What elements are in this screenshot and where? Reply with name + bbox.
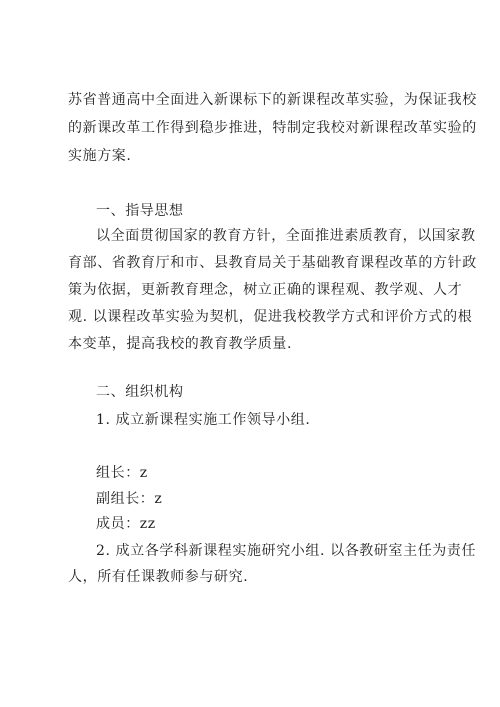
paragraph-line: 育部、省教育厅和市、县教育局关于基础教育课程改革的方针政 (68, 255, 477, 271)
paragraph-line: 策为依据，更新教育理念，树立正确的课程观、教学观、人才 (68, 282, 463, 298)
intro-line-2: 的新课改革工作得到稳步推进，特制定我校对新课程改革实验的 (68, 120, 477, 136)
list-item-continuation: 人，所有任课教师参与研究. (68, 569, 249, 585)
section-heading-guiding-ideology: 一、指导思想 (96, 203, 184, 219)
intro-line-3: 实施方案. (68, 148, 132, 164)
member-leader: 组长：z (96, 465, 148, 481)
list-item: 1. 成立新课程实施工作领导小组. (96, 412, 311, 428)
member-deputy-leader: 副组长：z (96, 491, 163, 507)
intro-line-1: 苏省普通高中全面进入新课标下的新课程改革实验，为保证我校 (68, 92, 477, 108)
section-heading-organization: 二、组织机构 (96, 384, 184, 400)
list-item: 2. 成立各学科新课程实施研究小组. 以各教研室主任为责任 (96, 543, 477, 559)
paragraph-line: 本变革，提高我校的教育教学质量. (68, 336, 293, 352)
paragraph-line: 观. 以课程改革实验为契机，促进我校教学方式和评价方式的根 (68, 309, 473, 325)
member-members: 成员：zz (96, 516, 156, 532)
paragraph-line: 以全面贯彻国家的教育方针，全面推进素质教育，以国家教 (96, 228, 476, 244)
